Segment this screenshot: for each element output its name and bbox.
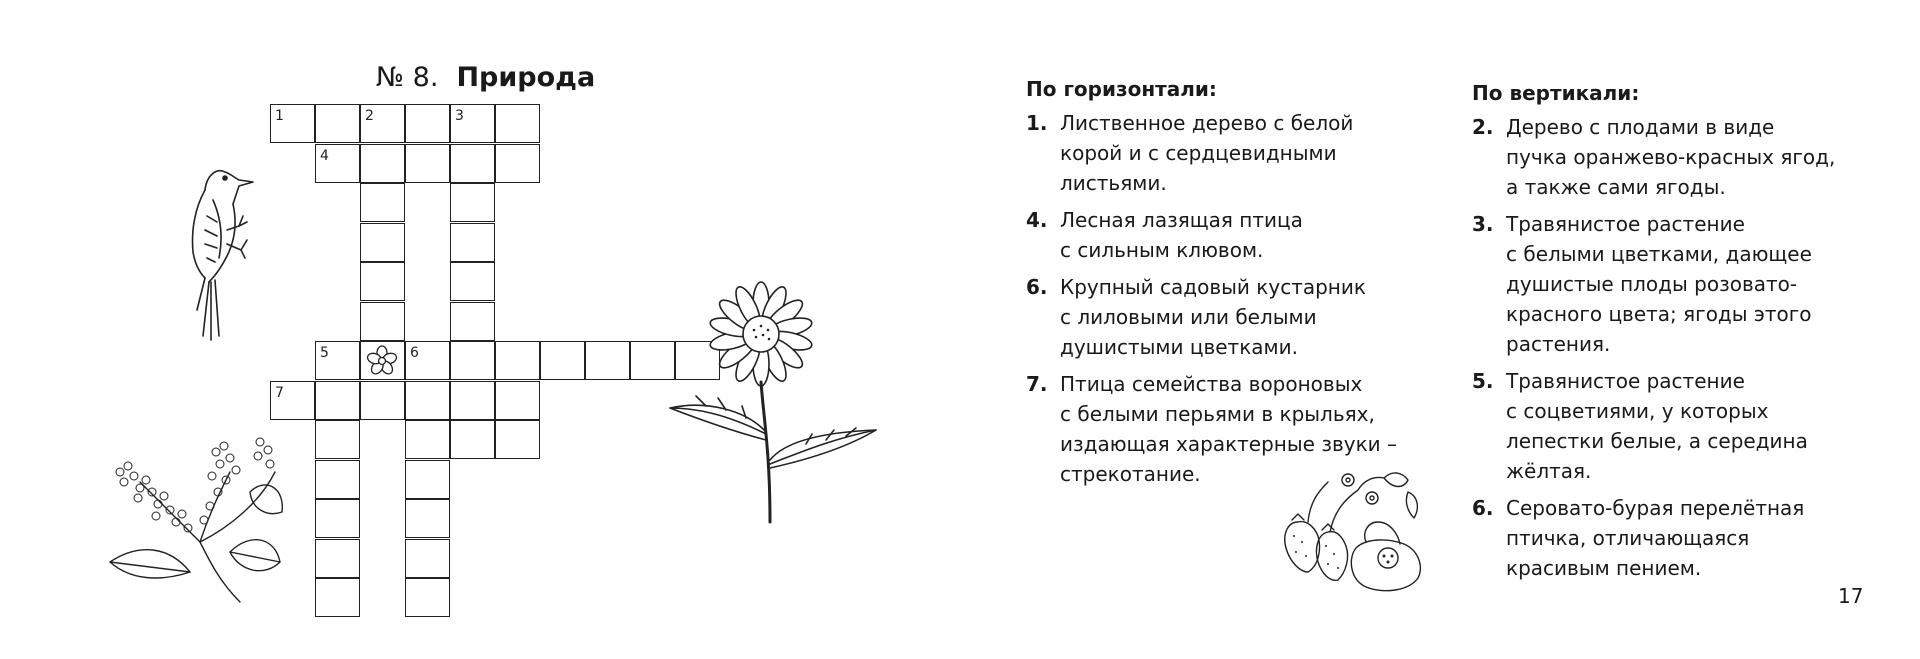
clue-text-line: душистыми цветками. <box>1060 335 1298 359</box>
horizontal-heading: По горизонтали: <box>1026 77 1217 101</box>
woodpecker-icon <box>175 160 265 345</box>
clue-number: 2. <box>1472 115 1494 139</box>
crossword-cell[interactable] <box>450 302 495 341</box>
clue-text-line: с белыми перьями в крыльях, <box>1060 402 1375 426</box>
crossword-cell[interactable] <box>360 302 405 341</box>
clue-item <box>1026 205 1397 265</box>
crossword-cell[interactable] <box>405 420 450 459</box>
clue-text-line: с лиловыми или белыми <box>1060 305 1317 329</box>
clue-number: 4. <box>1026 208 1048 232</box>
clue-item <box>1472 366 1835 486</box>
clue-text-line: стрекотание. <box>1060 462 1201 486</box>
crossword-cell[interactable] <box>315 539 360 578</box>
clue-number: 7. <box>1026 372 1048 396</box>
clue-text-line: с белыми цветками, дающее <box>1506 242 1812 266</box>
clue-item <box>1472 493 1835 583</box>
small-flower-icon <box>365 344 399 378</box>
crossword-cell[interactable] <box>405 104 450 143</box>
vertical-heading: По вертикали: <box>1472 81 1640 105</box>
horizontal-clue-list <box>1026 108 1397 496</box>
crossword-cell[interactable] <box>405 460 450 499</box>
clue-number: 3. <box>1472 212 1494 236</box>
clue-text-line: с соцветиями, у которых <box>1506 399 1769 423</box>
crossword-cell[interactable] <box>315 104 360 143</box>
page-number: 17 <box>1838 584 1864 608</box>
crossword-cell[interactable] <box>405 578 450 617</box>
crossword-cell[interactable] <box>360 144 405 183</box>
clue-text-line: жёлтая. <box>1506 459 1592 483</box>
crossword-cell[interactable] <box>360 262 405 301</box>
clue-text-line: птичка, отличающаяся <box>1506 526 1750 550</box>
crossword-cell[interactable] <box>450 381 495 420</box>
clue-text-line: Крупный садовый кустарник <box>1060 275 1366 299</box>
cell-number: 4 <box>320 147 329 164</box>
clue-item <box>1026 272 1397 362</box>
clue-number: 5. <box>1472 369 1494 393</box>
clue-item <box>1026 108 1397 198</box>
clue-text-line: душистые плоды розовато- <box>1506 272 1798 296</box>
crossword-cell[interactable] <box>585 341 630 380</box>
crossword-cell[interactable] <box>405 539 450 578</box>
clue-text-line: растения. <box>1506 332 1611 356</box>
clue-text-line: корой и с сердцевидными <box>1060 141 1337 165</box>
clue-text-line: красивым пением. <box>1506 556 1702 580</box>
clue-text-line: Травянистое растение <box>1506 369 1745 393</box>
crossword-cell[interactable] <box>315 381 360 420</box>
crossword-cell[interactable] <box>450 420 495 459</box>
clue-text-line: Дерево с плодами в виде <box>1506 115 1775 139</box>
clue-number: 6. <box>1472 496 1494 520</box>
crossword-cell[interactable] <box>405 499 450 538</box>
clue-item <box>1472 112 1835 202</box>
crossword-cell[interactable] <box>450 183 495 222</box>
crossword-cell[interactable] <box>495 420 540 459</box>
cell-number: 3 <box>455 108 464 124</box>
clue-text-line: Серовато-бурая перелётная <box>1506 496 1805 520</box>
crossword-cell[interactable] <box>405 381 450 420</box>
clue-text-line: с сильным клювом. <box>1060 238 1264 262</box>
crossword-cell[interactable] <box>495 341 540 380</box>
clue-text-line: красного цвета; ягоды этого <box>1506 302 1812 326</box>
clue-text-line: листьями. <box>1060 171 1167 195</box>
clue-item <box>1472 209 1835 359</box>
puzzle-name: Природа <box>456 62 596 93</box>
crossword-cell[interactable] <box>315 578 360 617</box>
crossword-cell[interactable] <box>360 223 405 262</box>
clue-text-line: лепестки белые, а середина <box>1506 429 1808 453</box>
clue-text-line: Лиственное дерево с белой <box>1060 111 1354 135</box>
crossword-cell[interactable] <box>360 381 405 420</box>
crossword-cell[interactable] <box>450 223 495 262</box>
crossword-cell[interactable] <box>315 499 360 538</box>
clue-text-line: пучка оранжево-красных ягод, <box>1506 145 1836 169</box>
clue-number: 6. <box>1026 275 1048 299</box>
clue-text-line: издающая характерные звуки – <box>1060 432 1398 456</box>
puzzle-number: № 8. <box>376 62 439 93</box>
crossword-cell[interactable] <box>360 183 405 222</box>
cell-number: 5 <box>320 345 329 361</box>
lilac-icon <box>100 432 290 607</box>
vertical-clue-list <box>1472 112 1835 590</box>
puzzle-title <box>376 60 595 96</box>
clue-number: 1. <box>1026 111 1048 135</box>
crossword-cell[interactable] <box>315 420 360 459</box>
crossword-cell[interactable] <box>495 144 540 183</box>
crossword-cell[interactable] <box>315 460 360 499</box>
crossword-cell[interactable] <box>450 341 495 380</box>
cell-number: 7 <box>275 384 284 401</box>
crossword-cell[interactable] <box>450 262 495 301</box>
clue-text-line: Травянистое растение <box>1506 212 1745 236</box>
cell-number: 1 <box>275 108 284 124</box>
daisy-icon <box>666 282 881 527</box>
crossword-cell[interactable] <box>495 104 540 143</box>
crossword-cell[interactable] <box>450 144 495 183</box>
cell-number: 2 <box>365 108 374 124</box>
crossword-cell[interactable] <box>405 144 450 183</box>
clue-text-line: Птица семейства вороновых <box>1060 372 1363 396</box>
clue-text-line: Лесная лазящая птица <box>1060 208 1303 232</box>
crossword-cell[interactable] <box>540 341 585 380</box>
cell-number: 6 <box>410 345 419 361</box>
clue-item <box>1026 369 1397 489</box>
clue-text-line: а также сами ягоды. <box>1506 175 1726 199</box>
crossword-cell[interactable] <box>495 381 540 420</box>
